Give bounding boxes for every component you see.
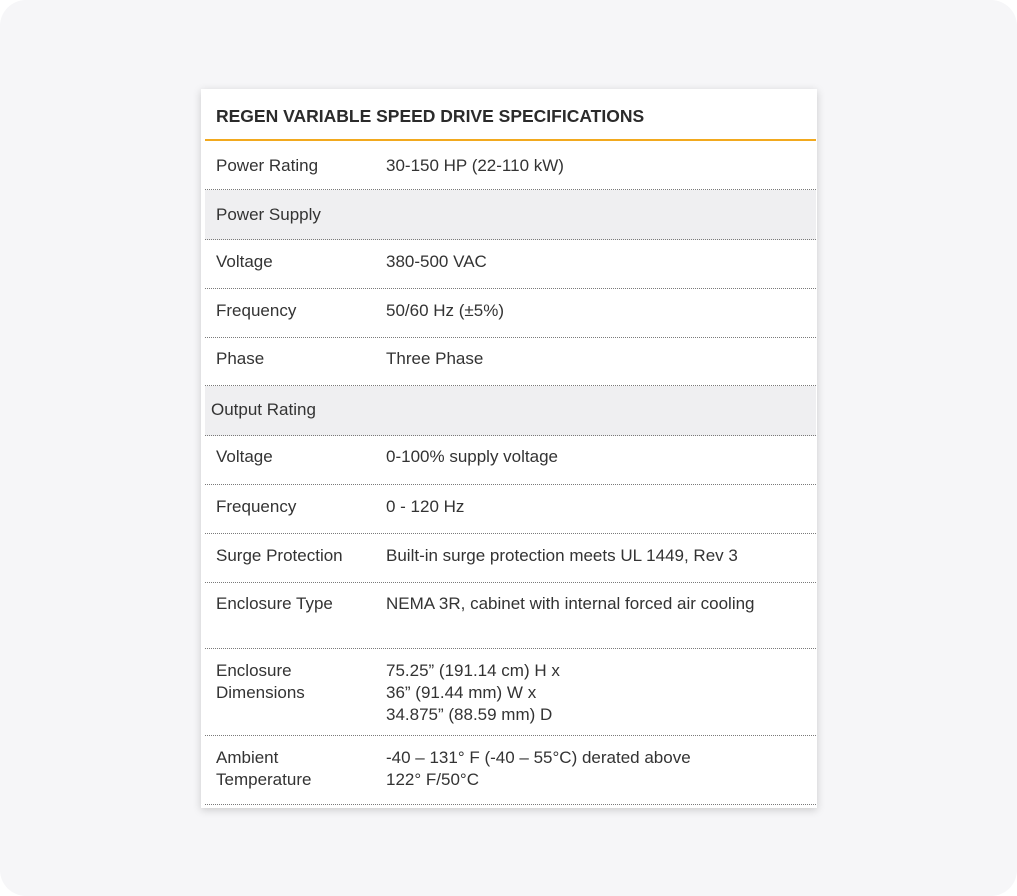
section-output-rating	[205, 386, 816, 436]
spec-row-surge-protection	[205, 534, 816, 583]
spec-row-output-voltage	[205, 436, 816, 485]
spec-value: 75.25” (191.14 cm) H x 36” (91.44 mm) W x 34.875” (88.59 mm) D	[386, 661, 560, 724]
spec-row-enclosure-type	[205, 583, 816, 649]
spec-label: Surge Protection	[216, 546, 343, 565]
section-power-supply	[205, 190, 816, 240]
section-label: Output Rating	[211, 400, 316, 419]
spec-row-output-frequency	[205, 485, 816, 534]
spec-row-enclosure-dimensions	[205, 649, 816, 736]
spec-row-frequency	[205, 289, 816, 338]
spec-row-phase	[205, 338, 816, 386]
spec-value: NEMA 3R, cabinet with internal forced air cooling	[386, 594, 755, 613]
spec-label: Voltage	[216, 447, 273, 466]
spec-value: 0 - 120 Hz	[386, 497, 465, 516]
spec-row-voltage	[205, 240, 816, 289]
spec-rows	[205, 141, 816, 805]
spec-row-ambient-temperature	[205, 736, 816, 805]
spec-label: Frequency	[216, 497, 297, 516]
spec-value: Three Phase	[386, 349, 484, 368]
section-label: Power Supply	[216, 205, 321, 224]
spec-value: -40 – 131° F (-40 – 55°C) derated above 122° F/50°C	[386, 748, 691, 789]
spec-label: Enclosure Dimensions	[216, 661, 305, 702]
spec-value: 0-100% supply voltage	[386, 447, 559, 466]
spec-label: Enclosure Type	[216, 594, 333, 613]
spec-table	[201, 89, 817, 808]
spec-label: Phase	[216, 349, 265, 368]
spec-label: Frequency	[216, 301, 297, 320]
spec-table-title: REGEN VARIABLE SPEED DRIVE SPECIFICATIONS	[205, 89, 816, 141]
spec-label: Power Rating	[216, 156, 319, 175]
spec-label: Ambient Temperature	[216, 748, 312, 789]
spec-value: 50/60 Hz (±5%)	[386, 301, 504, 320]
spec-label: Voltage	[216, 252, 273, 271]
spec-value: 380-500 VAC	[386, 252, 487, 271]
spec-value: Built-in surge protection meets UL 1449, Rev 3	[386, 546, 738, 565]
spec-row-power-rating	[205, 141, 816, 190]
spec-value: 30-150 HP (22-110 kW)	[386, 156, 564, 175]
